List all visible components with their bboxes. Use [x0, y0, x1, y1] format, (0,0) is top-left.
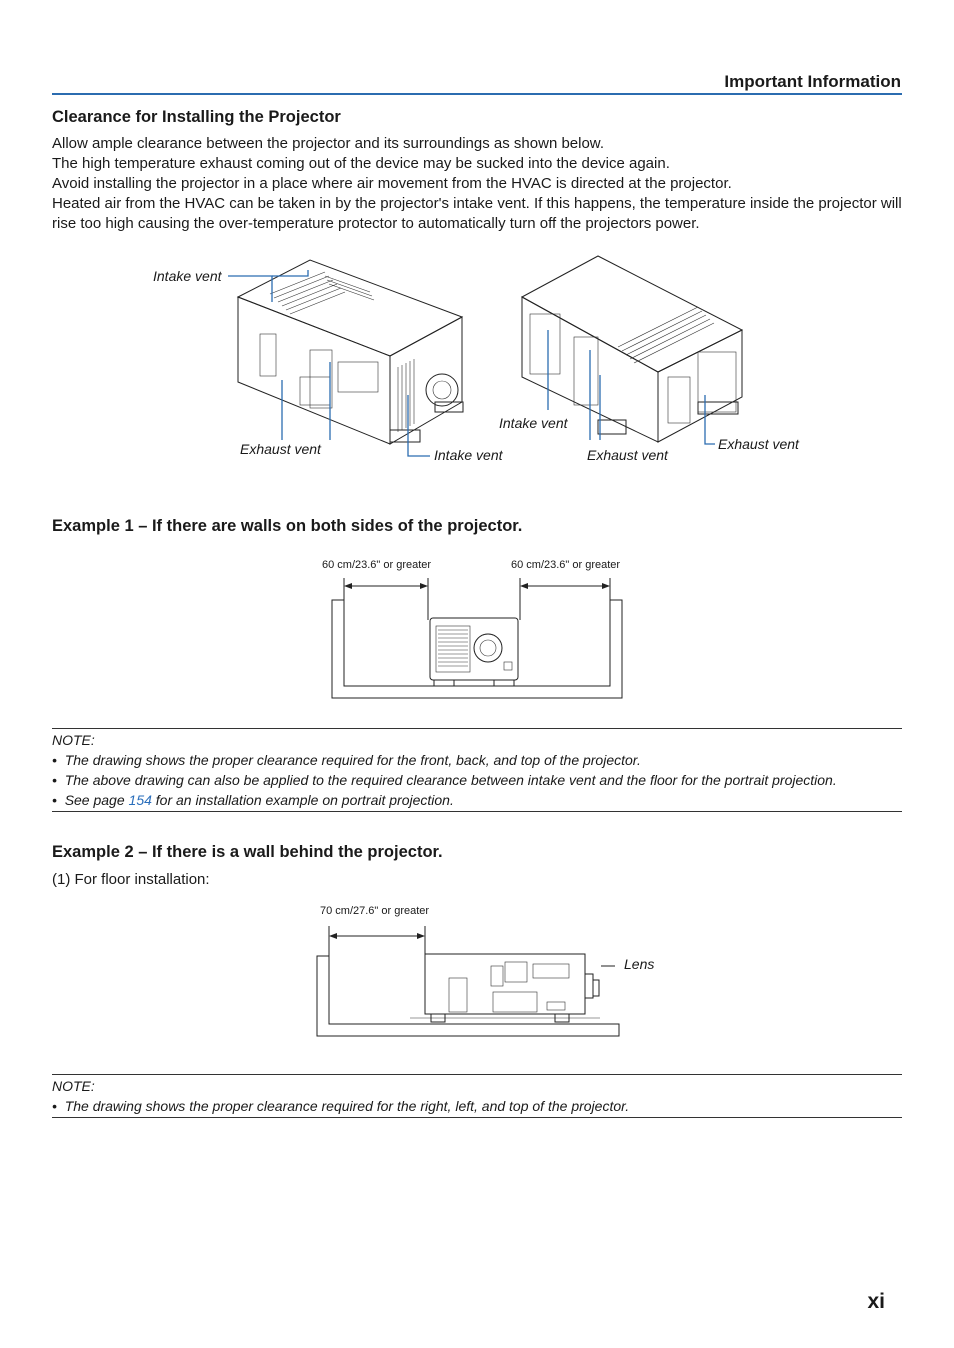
section-header-title: Important Information	[724, 72, 901, 91]
label-lens: Lens	[624, 956, 655, 972]
note-bullet: • The above drawing can also be applied to the required clearance between intake vent and the floor for the portrait projection.	[52, 772, 837, 788]
clearance-heading: Clearance for Installing the Projector	[52, 108, 341, 126]
note-bullet: • The drawing shows the proper clearance required for the front, back, and top of the projector.	[52, 752, 641, 768]
label-intake-vent-top: Intake vent	[153, 268, 222, 284]
label-intake-vent-rear: Intake vent	[499, 415, 568, 431]
note-box-1	[52, 728, 902, 812]
example1-dim-right: 60 cm/23.6" or greater	[511, 559, 621, 571]
label-exhaust-vent-left: Exhaust vent	[240, 441, 321, 457]
example1-heading: Example 1 – If there are walls on both sides of the projector.	[52, 517, 523, 535]
example2-diagram	[315, 922, 625, 1040]
note-label: NOTE:	[52, 1078, 95, 1094]
label-exhaust-vent-rear-a: Exhaust vent	[587, 447, 668, 463]
page-number: xi	[867, 1290, 885, 1313]
note-label: NOTE:	[52, 732, 95, 748]
example2-dim: 70 cm/27.6" or greater	[320, 905, 430, 917]
label-intake-vent-front: Intake vent	[434, 447, 503, 463]
clearance-paragraph: Allow ample clearance between the projector and its surroundings as shown below.	[52, 135, 604, 152]
example1-dim-left: 60 cm/23.6" or greater	[322, 559, 432, 571]
callout-lines	[0, 0, 954, 480]
clearance-paragraph: Avoid installing the projector in a place where air movement from the HVAC is directed at the projector.	[52, 175, 732, 192]
example2-subheading: (1) For floor installation:	[52, 871, 210, 888]
note-bullet: • The drawing shows the proper clearance required for the right, left, and top of the projector.	[52, 1098, 630, 1114]
example1-diagram	[330, 574, 624, 700]
clearance-paragraph: Heated air from the HVAC can be taken in by the projector's intake vent. If this happens, the temperature inside the projector will rise too high causing the over-temperature protector to automatically turn off the projectors power.	[52, 195, 902, 232]
label-exhaust-vent-rear-b: Exhaust vent	[718, 436, 799, 452]
clearance-paragraph: The high temperature exhaust coming out of the device may be sucked into the device again.	[52, 155, 670, 172]
example2-heading: Example 2 – If there is a wall behind the projector.	[52, 843, 443, 861]
note-bullet: • See page 154 for an installation example on portrait projection.	[52, 792, 454, 808]
page-link-154[interactable]: 154	[128, 792, 152, 808]
note-box-2	[52, 1074, 902, 1118]
